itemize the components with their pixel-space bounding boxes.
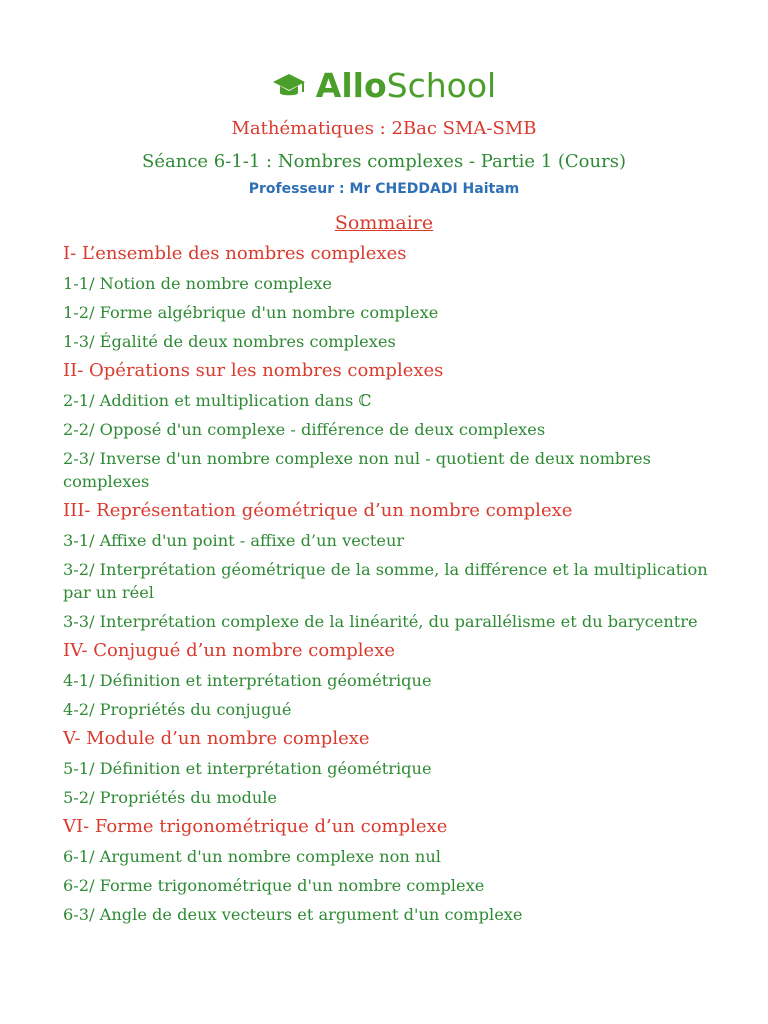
toc-item: 6-3/ Angle de deux vecteurs et argument d'un complexe bbox=[63, 905, 523, 924]
toc-item: 3-1/ Affixe d'un point - affixe d’un vecteur bbox=[63, 531, 405, 550]
brand-name-light: School bbox=[386, 66, 497, 105]
section-title: III- Représentation géométrique d’un nombre complexe bbox=[63, 500, 573, 521]
section-title: V- Module d’un nombre complexe bbox=[63, 728, 370, 749]
toc-item: 1-1/ Notion de nombre complexe bbox=[63, 274, 332, 293]
toc-item: 2-2/ Opposé d'un complexe - différence de deux complexes bbox=[63, 420, 546, 439]
professor-name: Professeur : Mr CHEDDADI Haitam bbox=[248, 181, 520, 197]
toc-item: 3-3/ Interprétation complexe de la linéarité, du parallélisme et du barycentre bbox=[63, 612, 698, 631]
toc-item: 5-1/ Définition et interprétation géométrique bbox=[63, 759, 432, 778]
toc-item: 2-3/ Inverse d'un nombre complexe non nul - quotient de deux nombres complexes bbox=[63, 449, 651, 491]
toc-item: 4-1/ Définition et interprétation géométrique bbox=[63, 671, 432, 690]
toc-item: 1-3/ Égalité de deux nombres complexes bbox=[63, 332, 396, 351]
graduation-cap-icon bbox=[272, 72, 306, 100]
subject-title: Mathématiques : 2Bac SMA-SMB bbox=[231, 118, 537, 139]
section-title: I- L’ensemble des nombres complexes bbox=[63, 243, 407, 264]
table-of-contents bbox=[63, 242, 713, 932]
section-title: IV- Conjugué d’un nombre complexe bbox=[63, 640, 395, 661]
sommaire-heading bbox=[0, 212, 768, 234]
brand-name bbox=[316, 66, 496, 105]
toc-item: 6-2/ Forme trigonométrique d'un nombre complexe bbox=[63, 876, 485, 895]
toc-item: 5-2/ Propriétés du module bbox=[63, 788, 278, 807]
section-title: VI- Forme trigonométrique d’un complexe bbox=[63, 816, 448, 837]
brand-name-bold: Allo bbox=[315, 66, 387, 105]
toc-item: 3-2/ Interprétation géométrique de la somme, la différence et la multiplication par un réel bbox=[63, 560, 708, 602]
seance-title: Séance 6-1-1 : Nombres complexes - Partie 1 (Cours) bbox=[142, 151, 626, 172]
alloschool-logo[interactable] bbox=[0, 66, 768, 105]
toc-item: 1-2/ Forme algébrique d'un nombre complexe bbox=[63, 303, 439, 322]
toc-item: 2-1/ Addition et multiplication dans ℂ bbox=[63, 391, 372, 410]
toc-item: 4-2/ Propriétés du conjugué bbox=[63, 700, 292, 719]
section-title: II- Opérations sur les nombres complexes bbox=[63, 360, 444, 381]
sommaire-label: Sommaire bbox=[334, 212, 434, 234]
toc-item: 6-1/ Argument d'un nombre complexe non nul bbox=[63, 847, 441, 866]
